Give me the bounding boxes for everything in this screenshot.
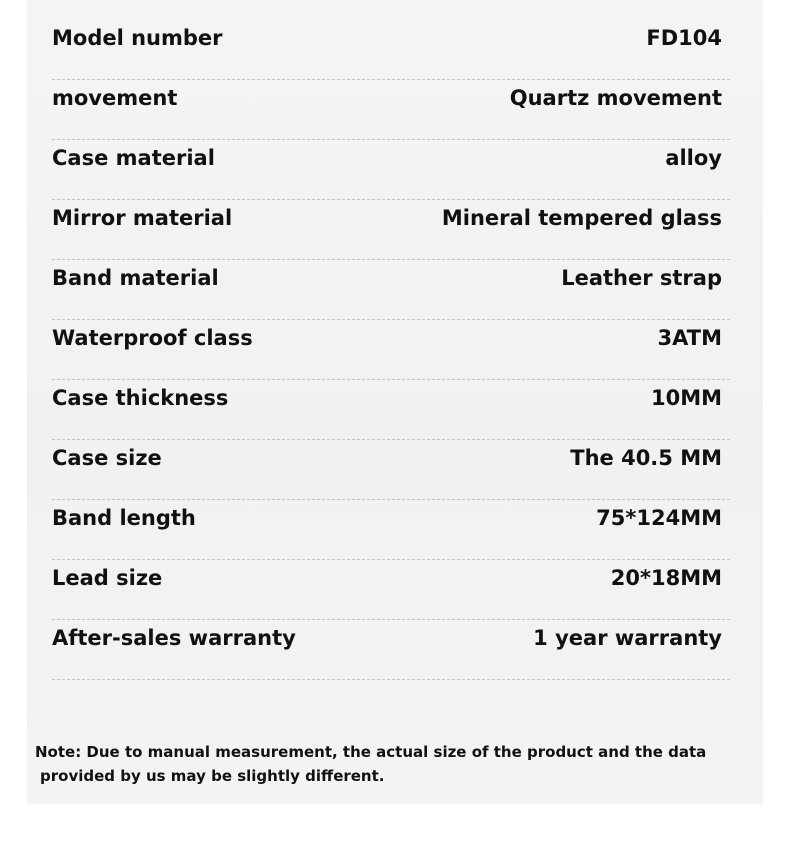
spec-label: After-sales warranty — [52, 626, 296, 650]
spec-row-case-material — [52, 140, 730, 200]
spec-value: 10MM — [650, 386, 722, 410]
spec-value: The 40.5 MM — [570, 446, 722, 470]
spec-label: Waterproof class — [52, 326, 253, 350]
spec-value: 3ATM — [657, 326, 722, 350]
note-line-1: Note: Due to manual measurement, the actual size of the product and the data — [35, 743, 707, 761]
spec-row-after-sales-warranty — [52, 620, 730, 680]
spec-row-case-thickness — [52, 380, 730, 440]
note-line-2: provided by us may be slightly different. — [40, 767, 385, 785]
spec-value: Leather strap — [561, 266, 722, 290]
measurement-note — [35, 740, 755, 788]
spec-row-model-number — [52, 20, 730, 80]
spec-label: movement — [52, 86, 178, 110]
spec-value: alloy — [665, 146, 722, 170]
spec-row-case-size — [52, 440, 730, 500]
spec-label: Band length — [52, 506, 196, 530]
spec-value: FD104 — [646, 26, 722, 50]
spec-value: 1 year warranty — [533, 626, 722, 650]
spec-label: Mirror material — [52, 206, 233, 230]
spec-row-band-length — [52, 500, 730, 560]
spec-value: 20*18MM — [610, 566, 722, 590]
spec-value: Mineral tempered glass — [441, 206, 722, 230]
spec-value: 75*124MM — [596, 506, 722, 530]
spec-label: Case material — [52, 146, 215, 170]
spec-row-mirror-material — [52, 200, 730, 260]
spec-row-band-material — [52, 260, 730, 320]
spec-label: Band material — [52, 266, 219, 290]
spec-label: Case thickness — [52, 386, 229, 410]
spec-value: Quartz movement — [509, 86, 722, 110]
spec-row-lead-size — [52, 560, 730, 620]
spec-row-waterproof-class — [52, 320, 730, 380]
spec-label: Case size — [52, 446, 162, 470]
spec-label: Lead size — [52, 566, 163, 590]
spec-label: Model number — [52, 26, 223, 50]
spec-row-movement — [52, 80, 730, 140]
